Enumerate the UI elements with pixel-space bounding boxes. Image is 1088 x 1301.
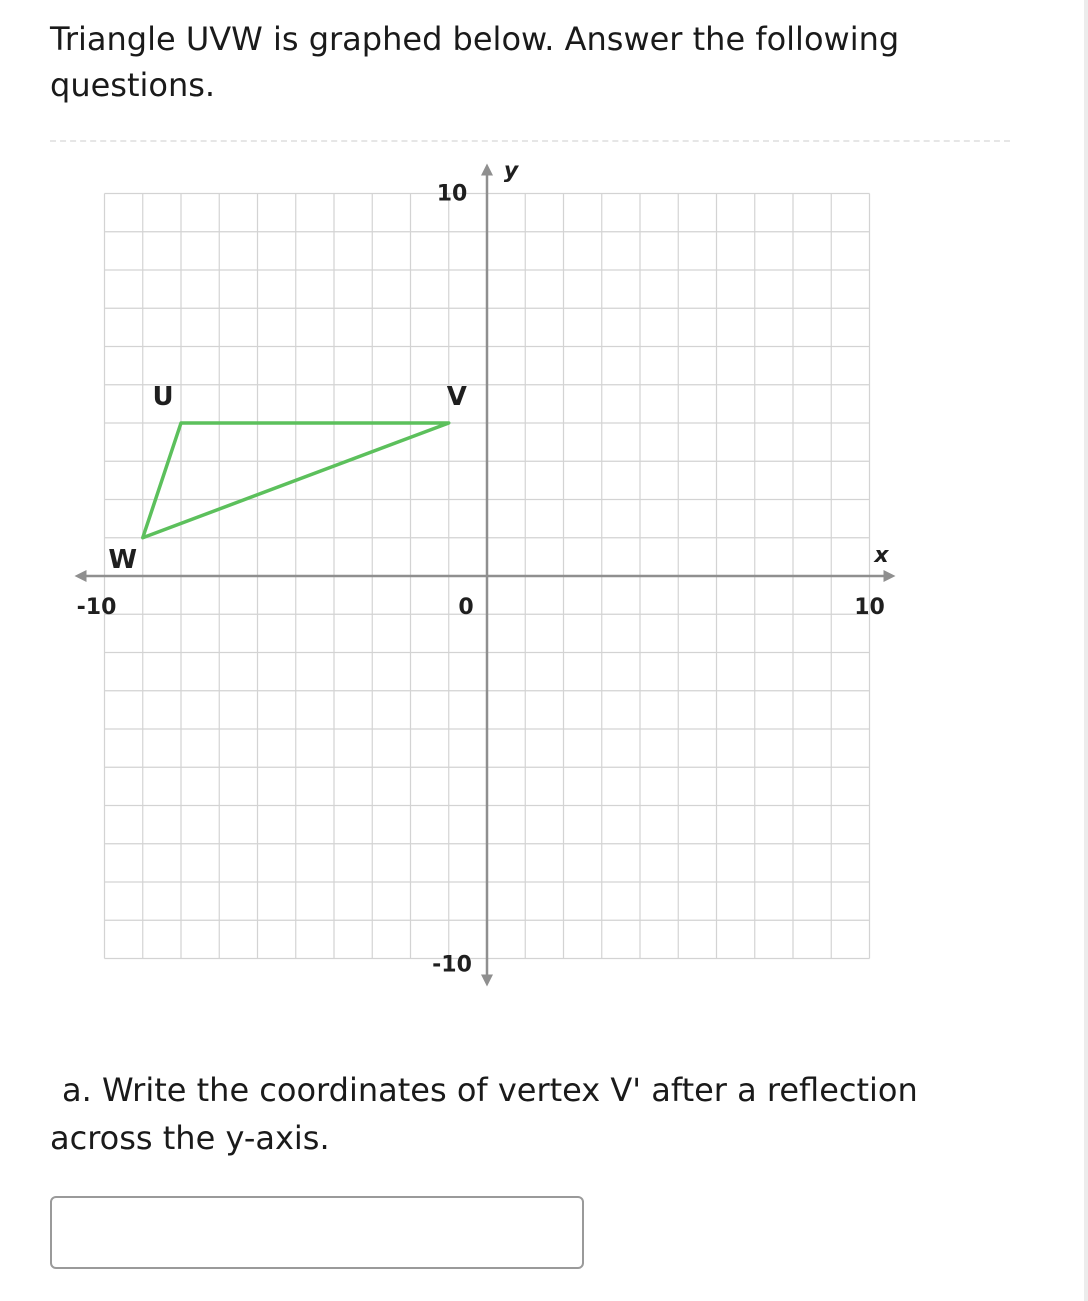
x-axis-left-arrow-icon: [75, 570, 87, 582]
y-tick-label: 10: [436, 181, 468, 207]
x-tick-label: 0: [458, 595, 474, 620]
x-axis-label: x: [874, 543, 889, 568]
question-text: Write the coordinates of vertex V' after a reflection across the y-axis.: [50, 1071, 918, 1157]
x-axis-right-arrow-icon: [884, 570, 896, 582]
y-axis-down-arrow-icon: [481, 975, 493, 987]
y-axis-label: y: [503, 158, 519, 184]
problem-prompt: Triangle UVW is graphed below. Answer the following questions.: [50, 20, 900, 104]
y-tick-label: -10: [432, 952, 472, 978]
page-edge: [1084, 0, 1088, 1301]
question-a: [50, 1066, 1010, 1162]
y-axis-up-arrow-icon: [481, 164, 493, 176]
graph-labels: [77, 159, 890, 978]
x-tick-label: -10: [76, 595, 117, 620]
vertex-label-u: U: [152, 382, 174, 412]
answer-input[interactable]: [50, 1196, 584, 1269]
coordinate-plane: [60, 155, 920, 995]
separator: [50, 140, 1010, 142]
question-letter: a.: [62, 1071, 92, 1109]
vertex-label-w: W: [108, 544, 138, 575]
vertex-label-v: V: [446, 382, 467, 412]
axes: [75, 164, 896, 987]
x-tick-label: 10: [854, 595, 885, 620]
